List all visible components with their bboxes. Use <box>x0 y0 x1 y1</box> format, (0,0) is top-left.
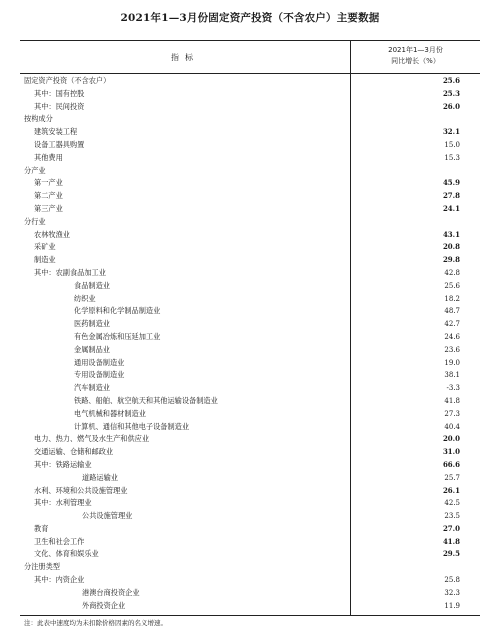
row-label: 其中：内资企业 <box>34 575 85 585</box>
row-value: 24.6 <box>444 332 460 341</box>
row-value: 20.8 <box>442 242 460 252</box>
table-row <box>20 293 480 306</box>
table-row <box>20 190 480 203</box>
table-row <box>20 536 480 549</box>
row-label: 港澳台商投资企业 <box>82 587 140 597</box>
row-label: 建筑安装工程 <box>34 127 78 137</box>
row-label: 农林牧渔业 <box>34 229 70 239</box>
row-value: 15.3 <box>444 153 460 162</box>
table-row <box>20 331 480 344</box>
row-label: 铁路、船舶、航空航天和其他运输设备制造业 <box>74 395 218 405</box>
row-value: 27.3 <box>444 409 460 418</box>
table-row <box>20 510 480 523</box>
table-row <box>20 113 480 126</box>
row-label: 分行业 <box>24 216 46 226</box>
row-label: 有色金属冶炼和压延加工业 <box>74 331 161 341</box>
row-label: 电力、热力、燃气及水生产和供应业 <box>34 434 150 444</box>
row-value: 11.9 <box>444 601 460 610</box>
row-label: 采矿业 <box>34 242 56 252</box>
row-value: 25.7 <box>444 473 460 482</box>
row-value: 23.6 <box>444 345 460 354</box>
row-value: 23.5 <box>444 512 460 521</box>
row-label: 文化、体育和娱乐业 <box>34 549 99 559</box>
table-row <box>20 357 480 370</box>
table-row <box>20 126 480 139</box>
row-label: 分产业 <box>24 165 46 175</box>
row-label: 其中：铁路运输业 <box>34 459 92 469</box>
row-value: 43.1 <box>442 229 460 239</box>
table-row <box>20 139 480 152</box>
row-label: 教育 <box>34 523 49 533</box>
row-value: 27.8 <box>442 191 460 201</box>
row-value: -3.3 <box>446 384 460 393</box>
row-value: 42.5 <box>444 499 460 508</box>
row-label: 汽车制造业 <box>74 383 110 393</box>
table-row <box>20 433 480 446</box>
table-row <box>20 203 480 216</box>
table-row <box>20 241 480 254</box>
row-label: 卫生和社会工作 <box>34 536 85 546</box>
row-label: 计算机、通信和其他电子设备制造业 <box>74 421 190 431</box>
row-value: 27.0 <box>442 523 460 533</box>
table-row <box>20 75 480 88</box>
row-label: 道路运输业 <box>82 472 118 482</box>
row-value: 42.7 <box>444 320 460 329</box>
table-row <box>20 280 480 293</box>
row-label: 公共设施管理业 <box>82 511 133 521</box>
row-value: 29.5 <box>442 549 460 559</box>
table-row <box>20 421 480 434</box>
table-body <box>20 75 480 612</box>
row-value: 25.3 <box>442 88 460 98</box>
row-value: 42.8 <box>444 268 460 277</box>
row-value: 48.7 <box>444 307 460 316</box>
table-row <box>20 548 480 561</box>
row-value: 29.8 <box>442 255 460 265</box>
table-row <box>20 177 480 190</box>
table-row <box>20 459 480 472</box>
row-value: 32.1 <box>442 127 460 137</box>
row-label: 化学原料和化学制品制造业 <box>74 306 161 316</box>
value-header <box>351 45 480 67</box>
table-row <box>20 88 480 101</box>
row-label: 食品制造业 <box>74 280 110 290</box>
row-value: 25.6 <box>444 281 460 290</box>
table-row <box>20 216 480 229</box>
row-value: 66.6 <box>442 459 460 469</box>
table-row <box>20 600 480 613</box>
table-row <box>20 305 480 318</box>
row-label: 分注册类型 <box>24 562 60 572</box>
row-label: 医药制造业 <box>74 319 110 329</box>
table-row <box>20 101 480 114</box>
indicator-header: 指标 <box>171 52 199 62</box>
table-row <box>20 497 480 510</box>
row-value: 25.6 <box>442 76 460 85</box>
row-label: 其中：水利管理业 <box>34 498 92 508</box>
row-label: 专用设备制造业 <box>74 370 125 380</box>
row-label: 水利、环境和公共设施管理业 <box>34 485 128 495</box>
table-bottom-rule <box>20 615 480 616</box>
row-label: 纺织业 <box>74 293 96 303</box>
table-row <box>20 472 480 485</box>
table-row <box>20 318 480 331</box>
row-value: 24.1 <box>442 203 460 213</box>
row-value: 19.0 <box>444 358 460 367</box>
row-label: 通用设备制造业 <box>74 357 125 367</box>
table-row <box>20 254 480 267</box>
footnote: 注：此表中速度均为未扣除价格因素的名义增速。 <box>24 619 167 627</box>
row-value: 41.8 <box>444 396 460 405</box>
page-title: 2021年1—3月份固定资产投资（不含农户）主要数据 <box>120 12 380 24</box>
row-label: 设备工器具购置 <box>34 139 85 149</box>
table-row <box>20 395 480 408</box>
table-row <box>20 446 480 459</box>
row-value: 26.1 <box>442 485 460 495</box>
row-value: 15.0 <box>444 140 460 149</box>
row-value: 41.8 <box>442 536 460 546</box>
table-row <box>20 485 480 498</box>
row-value: 18.2 <box>444 294 460 303</box>
row-label: 金属制品业 <box>74 344 110 354</box>
table-row <box>20 382 480 395</box>
row-value: 32.3 <box>444 588 460 597</box>
row-label: 按构成分 <box>24 114 53 124</box>
row-label: 其他费用 <box>34 152 63 162</box>
table-row <box>20 408 480 421</box>
row-label: 第一产业 <box>34 178 63 188</box>
table-row <box>20 229 480 242</box>
value-header-line2: 同比增长（%） <box>391 57 440 65</box>
row-label: 第三产业 <box>34 203 63 213</box>
table-row <box>20 561 480 574</box>
row-value: 38.1 <box>444 371 460 380</box>
table-row <box>20 344 480 357</box>
table-row <box>20 523 480 536</box>
row-label: 其中：农副食品加工业 <box>34 267 106 277</box>
table-row <box>20 369 480 382</box>
row-label: 其中：国有控股 <box>34 88 85 98</box>
row-label: 其中：民间投资 <box>34 101 85 111</box>
row-value: 20.0 <box>442 434 460 444</box>
row-value: 26.0 <box>442 101 460 111</box>
table-row <box>20 574 480 587</box>
table-header <box>20 41 480 74</box>
row-value: 45.9 <box>442 178 460 188</box>
row-value: 40.4 <box>444 422 460 431</box>
table-row <box>20 587 480 600</box>
row-value: 31.0 <box>442 447 460 457</box>
value-header-line1: 2021年1—3月份 <box>388 46 443 54</box>
row-label: 电气机械和器材制造业 <box>74 408 146 418</box>
row-value: 25.8 <box>444 576 460 585</box>
row-label: 制造业 <box>34 255 56 265</box>
row-label: 固定资产投资（不含农户） <box>24 76 111 85</box>
row-label: 第二产业 <box>34 191 63 201</box>
table-row <box>20 152 480 165</box>
table-row <box>20 267 480 280</box>
row-label: 外商投资企业 <box>82 600 126 610</box>
table-row <box>20 165 480 178</box>
row-label: 交通运输、仓储和邮政业 <box>34 447 114 457</box>
